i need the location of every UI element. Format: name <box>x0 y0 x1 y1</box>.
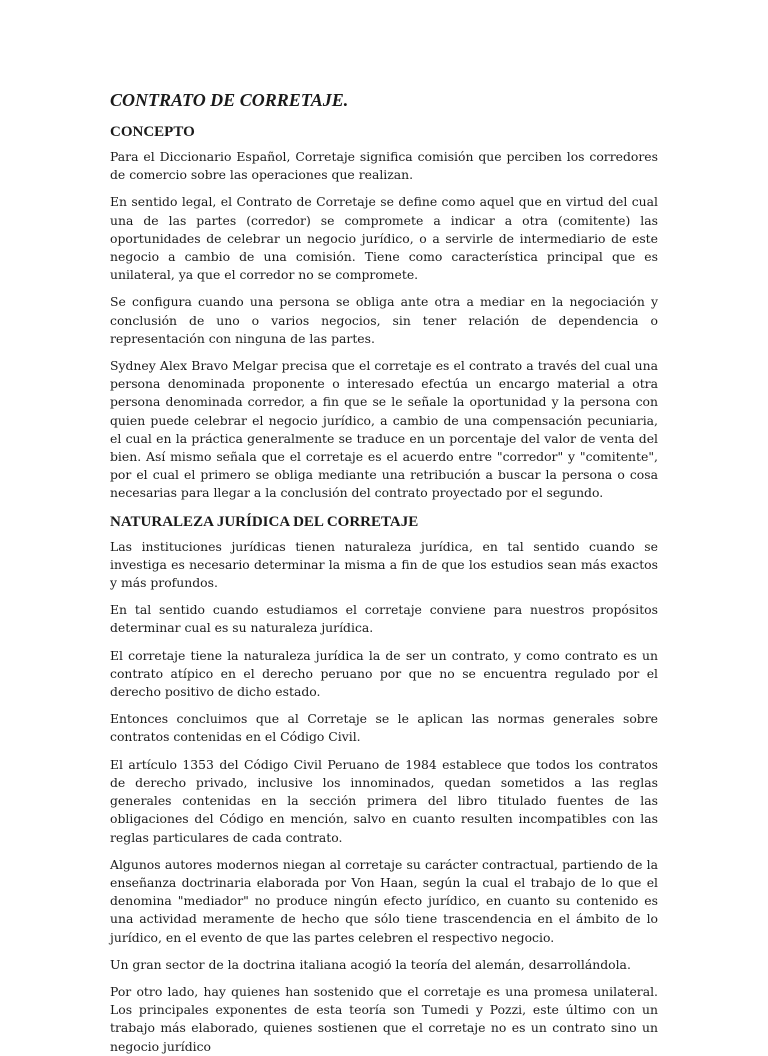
paragraph: El corretaje tiene la naturaleza jurídica la de ser un contrato, y como contrato es un contrato atípico en el derecho peruano por que no se encuentra regulado por el derecho positivo de dicho estado. <box>110 647 658 700</box>
paragraph: Sydney Alex Bravo Melgar precisa que el corretaje es el contrato a través del cual una persona denominada proponente o interesado efectúa un encargo material a otra persona denominada corredor, a fin que se le señale la oportunidad y la persona con quien puede celebrar el negocio jurídico, a cambio de una compensación pecuniaria, el cual en la práctica generalmente se traduce en un porcentaje del valor de venta del bien. Así mismo señala que el corretaje es el acuerdo entre "corredor" y "comitente", por el cual el primero se obliga mediante una retribución a buscar la persona o cosa necesarias para llegar a la conclusión del contrato proyectado por el segundo. <box>110 358 658 501</box>
paragraph: En tal sentido cuando estudiamos el corretaje conviene para nuestros propósitos determinar cual es su naturaleza jurídica. <box>110 602 658 636</box>
paragraph: Por otro lado, hay quienes han sostenido que el corretaje es una promesa unilateral. Los principales exponentes de esta teoría son Tumedi y Pozzi, este último con un trabajo más elaborado, quienes sostienen que el corretaje no es un contrato sino un negocio jurídico <box>110 983 658 1054</box>
paragraph: Las instituciones jurídicas tienen naturaleza jurídica, en tal sentido cuando se investiga es necesario determinar la misma a fin de que los estudios sean más exactos y más profundos. <box>110 538 658 591</box>
paragraph: Para el Diccionario Español, Corretaje significa comisión que perciben los corredores de comercio sobre las operaciones que realizan. <box>110 149 658 183</box>
document-title: CONTRATO DE CORRETAJE. <box>110 90 349 110</box>
section-heading-naturaleza: NATURALEZA JURÍDICA DEL CORRETAJE <box>110 513 419 530</box>
section-heading-concepto: CONCEPTO <box>110 124 195 140</box>
paragraph: Algunos autores modernos niegan al corretaje su carácter contractual, partiendo de la enseñanza doctrinaria elaborada por Von Haan, según la cual el trabajo de lo que el denomina "mediador" no produce ningún efecto jurídico, en cuanto su contenido es una actividad meramente de hecho que sólo tiene trascendencia en el ámbito de lo jurídico, en el evento de que las partes celebren el respectivo negocio. <box>110 856 658 945</box>
paragraph: En sentido legal, el Contrato de Corretaje se define como aquel que en virtud del cual una de las partes (corredor) se compromete a indicar a otra (comitente) las oportunidades de celebrar un negocio jurídico, o a servirle de intermediario de este negocio a cambio de una comisión. Tiene como característica principal que es unilateral, ya que el corredor no se compromete. <box>110 194 658 283</box>
paragraph: Se configura cuando una persona se obliga ante otra a mediar en la negociación y conclusión de uno o varios negocios, sin tener relación de dependencia o representación con ninguna de las partes. <box>110 294 658 346</box>
paragraph: Entonces concluimos que al Corretaje se le aplican las normas generales sobre contratos contenidas en el Código Civil. <box>110 711 658 745</box>
paragraph: El artículo 1353 del Código Civil Peruano de 1984 establece que todos los contratos de derecho privado, inclusive los innominados, quedan sometidos a las reglas generales contenidas en la sección primera del libro titulado fuentes de las obligaciones del Código en mención, salvo en cuanto resulten incompatibles con las reglas particulares de cada contrato. <box>110 756 658 845</box>
paragraph: Un gran sector de la doctrina italiana acogió la teoría del alemán, desarrollándola. <box>110 956 631 972</box>
